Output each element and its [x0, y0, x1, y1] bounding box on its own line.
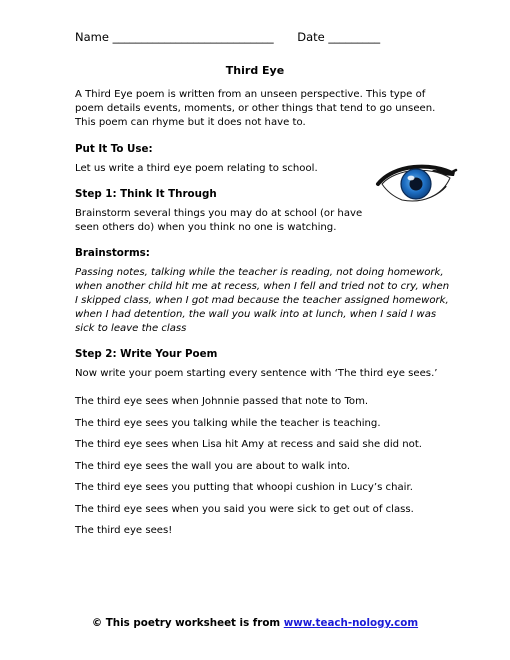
intro-paragraph: A Third Eye poem is written from an unseen perspective. This type of poem details events, moments, or other things that tend to go unseen. This poem can rhyme but it does not have to. [75, 89, 436, 128]
worksheet-content [75, 88, 455, 546]
brainstorms-heading: Brainstorms: [75, 247, 150, 259]
eye-icon [372, 160, 458, 208]
poem-line: The third eye sees when Johnnie passed that note to Tom. [75, 396, 369, 407]
footer-text: © This poetry worksheet is from [91, 617, 284, 629]
step2-heading: Step 2: Write Your Poem [75, 348, 218, 360]
date-field: Date _________ [297, 30, 381, 44]
poem-line: The third eye sees you putting that whoopi cushion in Lucy’s chair. [75, 482, 413, 493]
worksheet-title: Third Eye [225, 64, 285, 77]
poem-line: The third eye sees the wall you are about to walk into. [75, 460, 351, 472]
step2-text: Now write your poem starting every sentence with ‘The third eye sees.’ [75, 368, 438, 379]
step1-heading: Step 1: Think It Through [75, 188, 217, 200]
brainstorms-text: Passing notes, talking while the teacher is reading, not doing homework, when another child hit me at recess, when I fell and tried not to cry, when I skipped class, when I got mad because the teacher assigned homework, when I had detention, the wall you walk into at lunch, when I said I was sick to leave the class [75, 267, 450, 334]
step2-section [75, 347, 455, 381]
put-to-use-heading: Put It To Use: [75, 143, 153, 155]
brainstorms-section [75, 246, 455, 336]
poem-line: The third eye sees when you said you were sick to get out of class. [75, 503, 414, 515]
step1-text: Brainstorm several things you may do at school (or have seen others do) when you think no one is watching. [75, 208, 363, 233]
example-poem [75, 395, 455, 538]
name-date-line [75, 30, 380, 44]
name-field: Name ____________________________ [75, 30, 274, 44]
poem-line: The third eye sees you talking while the teacher is teaching. [75, 417, 381, 429]
put-to-use-text: Let us write a third eye poem relating to school. [75, 163, 318, 174]
poem-line: The third eye sees! [75, 525, 173, 536]
footer-link[interactable]: www.teach-nology.com [283, 617, 419, 629]
footer-credit [0, 617, 510, 629]
poem-line: The third eye sees when Lisa hit Amy at recess and said she did not. [75, 439, 422, 450]
